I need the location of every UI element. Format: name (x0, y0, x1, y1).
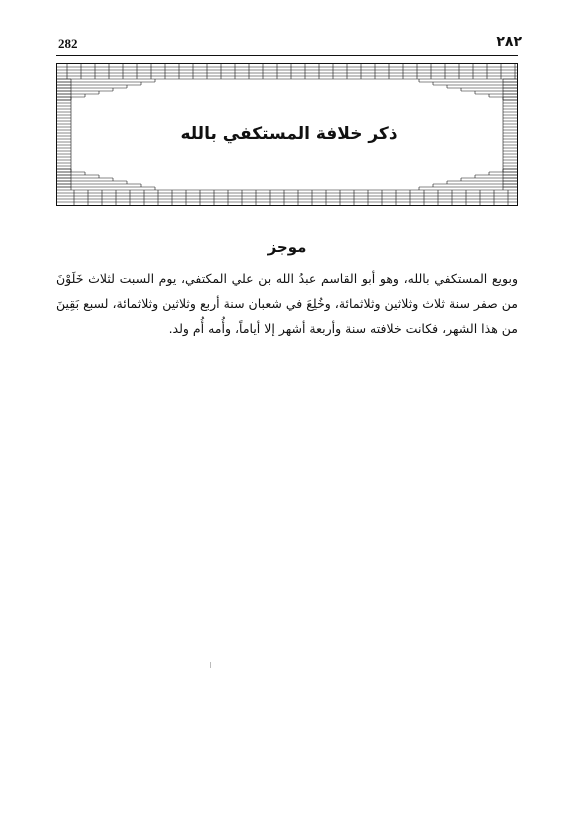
page-number-latin: 282 (58, 36, 78, 51)
section-body-text: وبويع المستكفي بالله، وهو أبو القاسم عبدُ الله بن علي المكتفي، يوم السبت لثلاث خَلَوْنَ من صفر سنة ثلاث وثلاثين وثلاثمائة، وخُلِعَ في شعبان سنة أربع وثلاثين وثلاثمائة، لسبع بَقِينَ من هذا الشهر، فكانت خلافته سنة وأربعة أشهر إلا أياماً، وأُمه أُم ولد. (56, 271, 518, 336)
header-rule (56, 55, 518, 56)
section-heading: موجز (267, 238, 307, 256)
scan-artifact (210, 662, 211, 668)
chapter-title: ذكر خلافة المستكفي بالله (180, 124, 398, 144)
page-number-arabic: ٢٨٢ (496, 34, 522, 50)
